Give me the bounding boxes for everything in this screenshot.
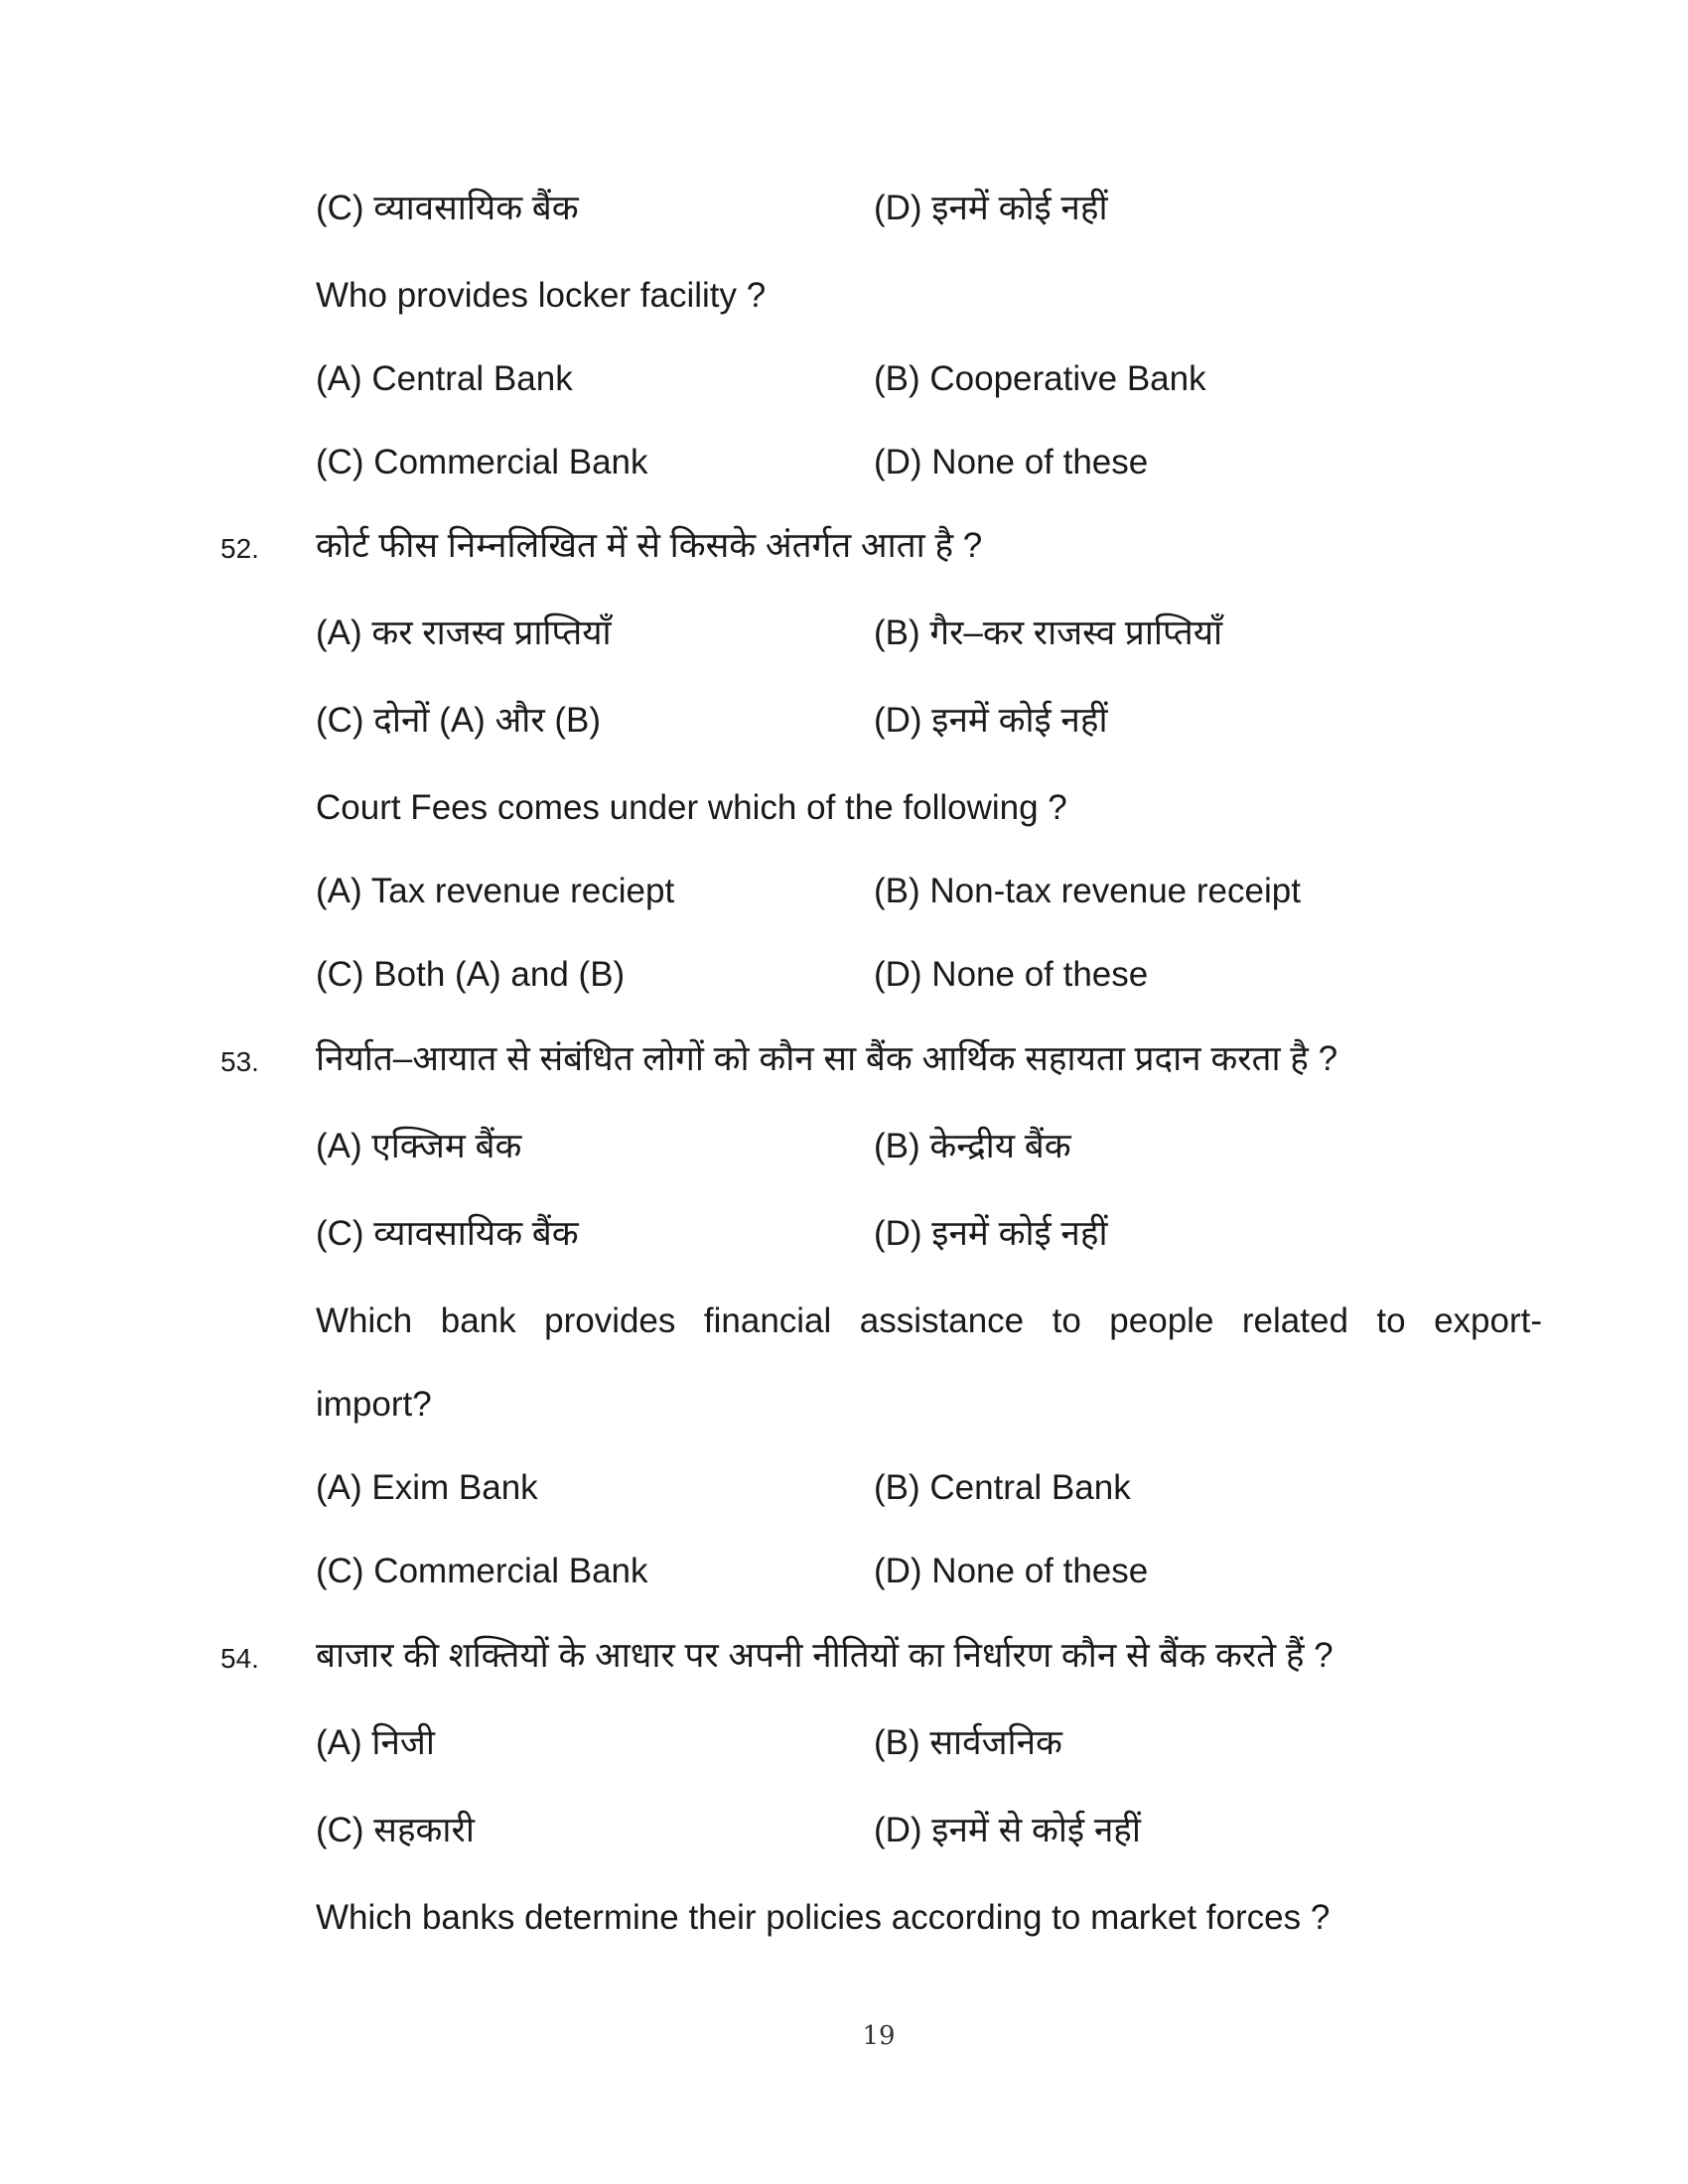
q53-hindi-options-cd <box>316 1214 1108 1254</box>
q51-hindi-options-cd <box>316 189 1108 228</box>
q52-english-options-cd <box>316 955 1148 995</box>
q53-option-d-english: (D) None of these <box>874 1552 1149 1590</box>
q54-option-b-hindi: (B) सार्वजनिक <box>874 1723 1062 1762</box>
q54-option-c-hindi: (C) सहकारी <box>316 1811 475 1849</box>
q53-option-b-hindi: (B) केन्द्रीय बैंक <box>874 1127 1071 1165</box>
q51-option-a-english: (A) Central Bank <box>316 359 573 398</box>
q54-question-english: Which banks determine their policies according to market forces ? <box>316 1898 1331 1937</box>
q51-question-english: Who provides locker facility ? <box>316 276 767 315</box>
q52-question-hindi: कोर्ट फीस निम्नलिखित में से किसके अंतर्गत आता है ? <box>316 526 983 565</box>
q54-option-d-hindi: (D) इनमें से कोई नहीं <box>874 1811 1141 1849</box>
q51-english-options-ab <box>316 359 1206 399</box>
q52-option-a-english: (A) Tax revenue reciept <box>316 872 675 910</box>
q52-option-b-hindi: (B) गैर–कर राजस्व प्राप्तियाँ <box>874 614 1223 652</box>
q51-option-c-english: (C) Commercial Bank <box>316 443 648 481</box>
q51-option-d-hindi: (D) इनमें कोई नहीं <box>874 189 1108 227</box>
q52-hindi-options-cd <box>316 701 1108 741</box>
q52-number: 52. <box>220 533 259 564</box>
q53-english-options-cd <box>316 1552 1148 1591</box>
q53-option-a-english: (A) Exim Bank <box>316 1468 538 1507</box>
q53-number: 53. <box>220 1046 259 1077</box>
q53-question-hindi: निर्यात–आयात से संबंधित लोगों को कौन सा बैंक आर्थिक सहायता प्रदान करता है ? <box>316 1039 1338 1078</box>
q52-question-english: Court Fees comes under which of the following ? <box>316 788 1067 827</box>
q53-option-b-english: (B) Central Bank <box>874 1468 1131 1507</box>
q53-option-c-hindi: (C) व्यावसायिक बैंक <box>316 1214 579 1253</box>
q52-option-d-hindi: (D) इनमें कोई नहीं <box>874 701 1108 740</box>
q51-option-c-hindi: (C) व्यावसायिक बैंक <box>316 189 579 227</box>
q52-english-options-ab <box>316 872 1301 911</box>
q51-option-d-english: (D) None of these <box>874 443 1149 481</box>
q53-question-english-line2: import? <box>316 1385 432 1424</box>
q51-english-options-cd <box>316 443 1148 482</box>
q53-question-english-line1: Which bank provides financial assistance to people related to export- <box>316 1301 1542 1340</box>
q53-hindi-options-ab <box>316 1127 1071 1166</box>
q53-option-d-hindi: (D) इनमें कोई नहीं <box>874 1214 1108 1253</box>
q52-option-c-english: (C) Both (A) and (B) <box>316 955 626 994</box>
page-number: 19 <box>862 2021 896 2051</box>
q51-option-b-english: (B) Cooperative Bank <box>874 359 1206 398</box>
q53-option-a-hindi: (A) एक्जिम बैंक <box>316 1127 522 1165</box>
q54-number: 54. <box>220 1643 259 1674</box>
q52-hindi-options-ab <box>316 614 1222 653</box>
q53-english-options-ab <box>316 1468 1131 1508</box>
q54-option-a-hindi: (A) निजी <box>316 1723 435 1762</box>
q54-question-hindi: बाजार की शक्तियों के आधार पर अपनी नीतियों का निर्धारण कौन से बैंक करते हैं ? <box>316 1636 1334 1675</box>
q54-hindi-options-cd <box>316 1811 1141 1850</box>
q52-option-d-english: (D) None of these <box>874 955 1149 994</box>
q52-option-b-english: (B) Non-tax revenue receipt <box>874 872 1301 910</box>
q53-option-c-english: (C) Commercial Bank <box>316 1552 648 1590</box>
q54-hindi-options-ab <box>316 1723 1062 1763</box>
q52-option-c-hindi: (C) दोनों (A) और (B) <box>316 701 602 740</box>
q52-option-a-hindi: (A) कर राजस्व प्राप्तियाँ <box>316 614 612 652</box>
